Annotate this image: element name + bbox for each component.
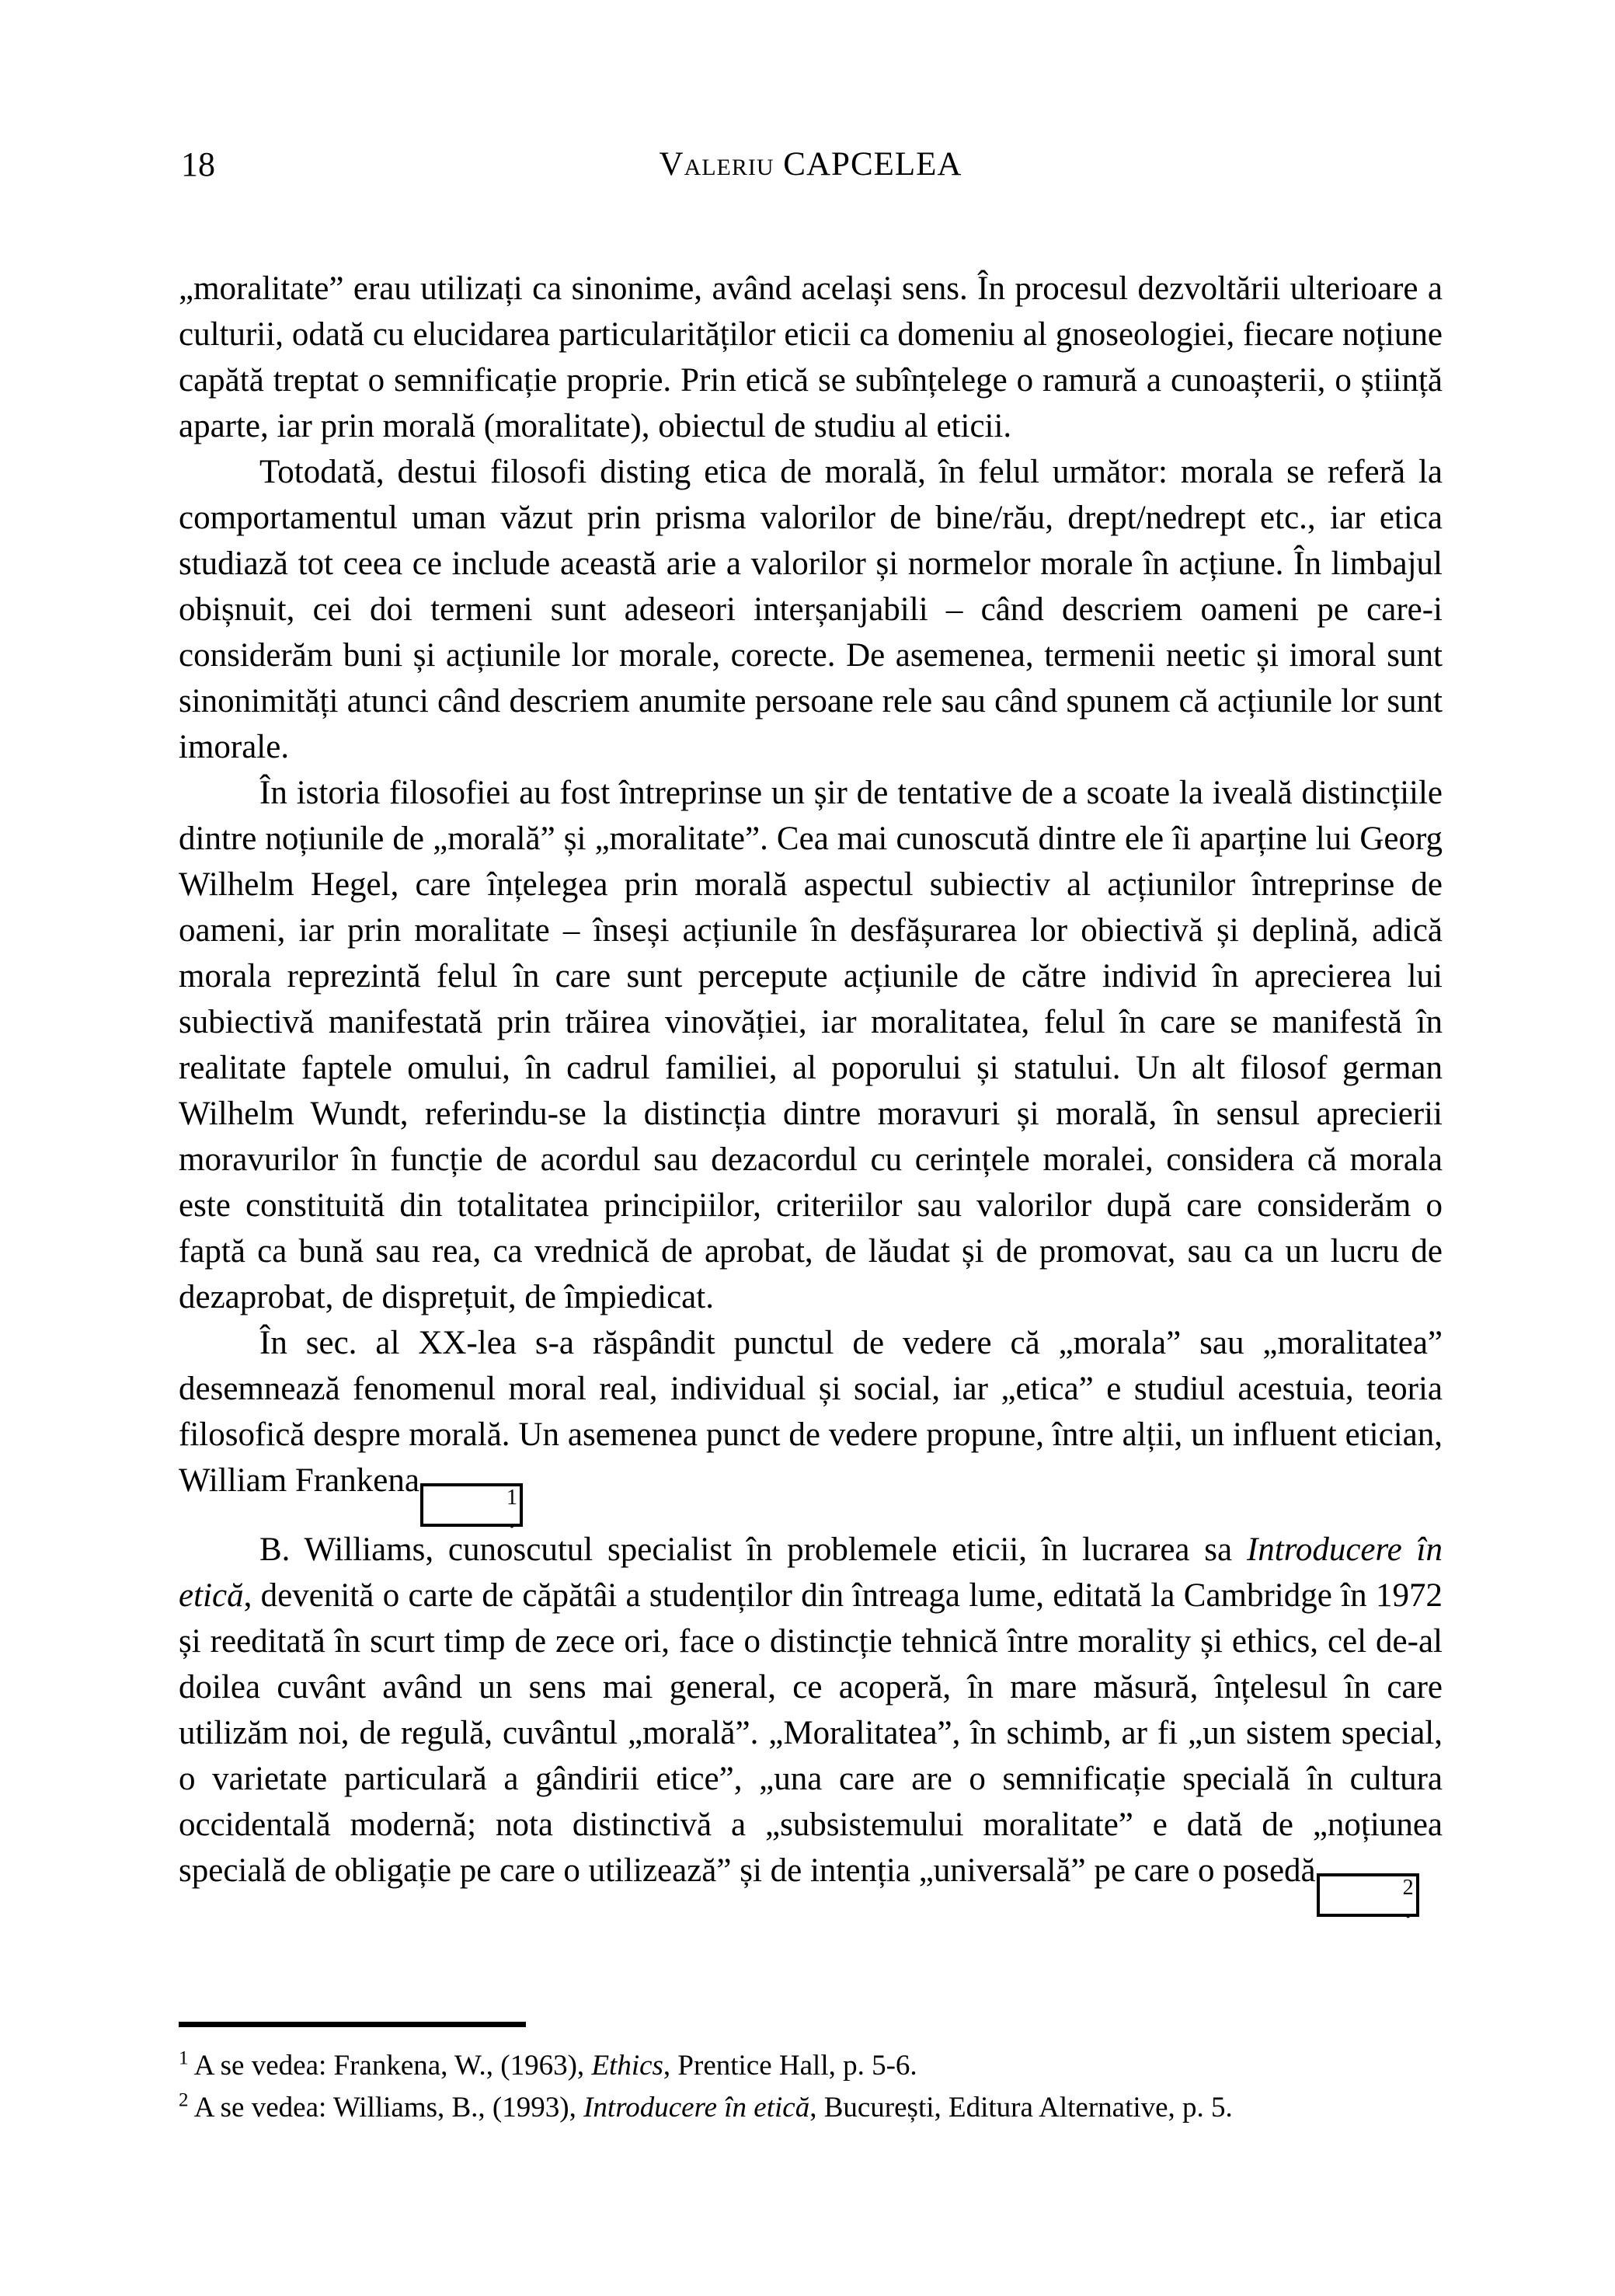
footnotes xyxy=(179,2045,1443,2129)
text-run: În sec. al XX-lea s-a răspândit punctul de vedere că „morala” sau „moralitatea” desemnează fenomenul moral real, individual și social, iar „etica” e studiul acestuia, teoria filosofică despre morală. Un asemenea punct de vedere propune, între alții, un influent etician, William Frankena xyxy=(179,1325,1443,1499)
body-paragraph xyxy=(179,770,1443,1320)
body-text xyxy=(179,266,1443,1925)
italic-text-run: Introducere în etică xyxy=(583,2092,810,2124)
body-paragraph xyxy=(179,266,1443,449)
body-paragraph xyxy=(179,1320,1443,1535)
text-run: B. Williams, cunoscutul specialist în problemele eticii, în lucrarea sa xyxy=(259,1531,1247,1568)
footnote-ref-1[interactable] xyxy=(420,1483,523,1535)
running-header: Valeriu CAPCELEA xyxy=(659,146,962,183)
footnote-separator xyxy=(179,2022,526,2027)
footnote-1 xyxy=(179,2045,1443,2087)
text-run: A se vedea: Frankena, W., (1963), xyxy=(193,2050,592,2082)
footnote-2 xyxy=(179,2087,1443,2129)
footnote-ref-2[interactable] xyxy=(1317,1873,1419,1925)
text-run: În istoria filosofiei au fost întreprinse un șir de tentative de a scoate la iveală distincțiile dintre noțiunile de „morală” și „moralitate”. Cea mai cunoscută dintre ele îi aparține lui Georg Wilhelm Hegel, care înțelegea prin morală aspectul subiectiv al acțiunilor întreprinse de oameni, iar prin moralitate – înseși acțiunile în desfășurarea lor obiectivă și deplină, adică morala reprezintă felul în care sunt percepute acțiunile de către individ în aprecierea lui subiectivă manifestată prin trăirea vinovăției, iar moralitatea, felul în care se manifestă în realitate faptele omului, în cadrul familiei, al poporului și statului. Un alt filosof german Wilhelm Wundt, referindu-se la distincția dintre moravuri și morală, în sensul aprecierii moravurilor în funcție de acordul sau dezacordul cu cerințele moralei, considera că morala este constituită din totalitatea principiilor, criteriilor sau valorilor după care considerăm o faptă ca bună sau rea, ca vrednică de aprobat, de lăudat și de promovat, sau ca un lucru de dezaprobat, de disprețuit, de împiedicat. xyxy=(179,775,1443,1315)
text-run: , București, Editura Alternative, p. 5. xyxy=(809,2092,1233,2124)
text-run: „moralitate” erau utilizați ca sinonime, având același sens. În procesul dezvoltării ulterioare a culturii, odată cu elucidarea particularităților eticii ca domeniu al gnoseologiei, fiecare noțiune capătă treptat o semnificație proprie. Prin etică se subînțelege o ramură a cunoașterii, o știință aparte, iar prin morală (moralitate), obiectul de studiu al eticii. xyxy=(179,270,1443,444)
italic-text-run: Introducere în etică xyxy=(179,1531,1443,1614)
footnote-marker: 2 xyxy=(179,2089,189,2111)
body-paragraph xyxy=(179,1527,1443,1925)
italic-text-run: Ethics xyxy=(591,2050,663,2082)
footnote-ref-number: 2 xyxy=(1402,1876,1414,1900)
sentence-period: . xyxy=(1404,1890,1412,1925)
text-run: Totodată, destui filosofi disting etica de morală, în felul următor: morala se referă la comportamentul uman văzut prin prisma valorilor de bine/rău, drept/nedrept etc., iar etica studiază tot ceea ce include această arie a valorilor și normelor morale în acțiune. În limbajul obișnuit, cei doi termeni sunt adeseori interșanjabili – când descriem oameni pe care-i considerăm buni și acțiunile lor morale, corecte. De asemenea, termenii neetic și imoral sunt sinonimități atunci când descriem anumite persoane rele sau când spunem că acțiunile lor sunt imorale. xyxy=(179,454,1443,765)
page-number: 18 xyxy=(181,145,215,183)
footnote-ref-number: 1 xyxy=(506,1486,517,1510)
sentence-period: . xyxy=(507,1500,516,1535)
body-paragraph xyxy=(179,449,1443,770)
text-run: , Prentice Hall, p. 5-6. xyxy=(663,2050,917,2082)
text-run: A se vedea: Williams, B., (1993), xyxy=(193,2092,584,2124)
footnote-marker: 1 xyxy=(179,2047,189,2069)
text-run: , devenită o carte de căpătâi a studenților din întreaga lume, editată la Cambridge în 1972 și reeditată în scurt timp de zece ori, face o distincție tehnică între morality și ethics, cel de-al doilea cuvânt având un sens mai general, ce acoperă, în mare măsură, înțelesul în care utilizăm noi, de regulă, cuvântul „morală”. „Moralitatea”, în schimb, ar fi „un sistem special, o varietate particulară a gândirii etice”, „una care are o semnificație specială în cultura occidentală modernă; nota distinctivă a „subsistemului moralitate” e dată de „noțiunea specială de obligație pe care o utilizează” și de intenția „universală” pe care o posedă xyxy=(179,1577,1443,1889)
